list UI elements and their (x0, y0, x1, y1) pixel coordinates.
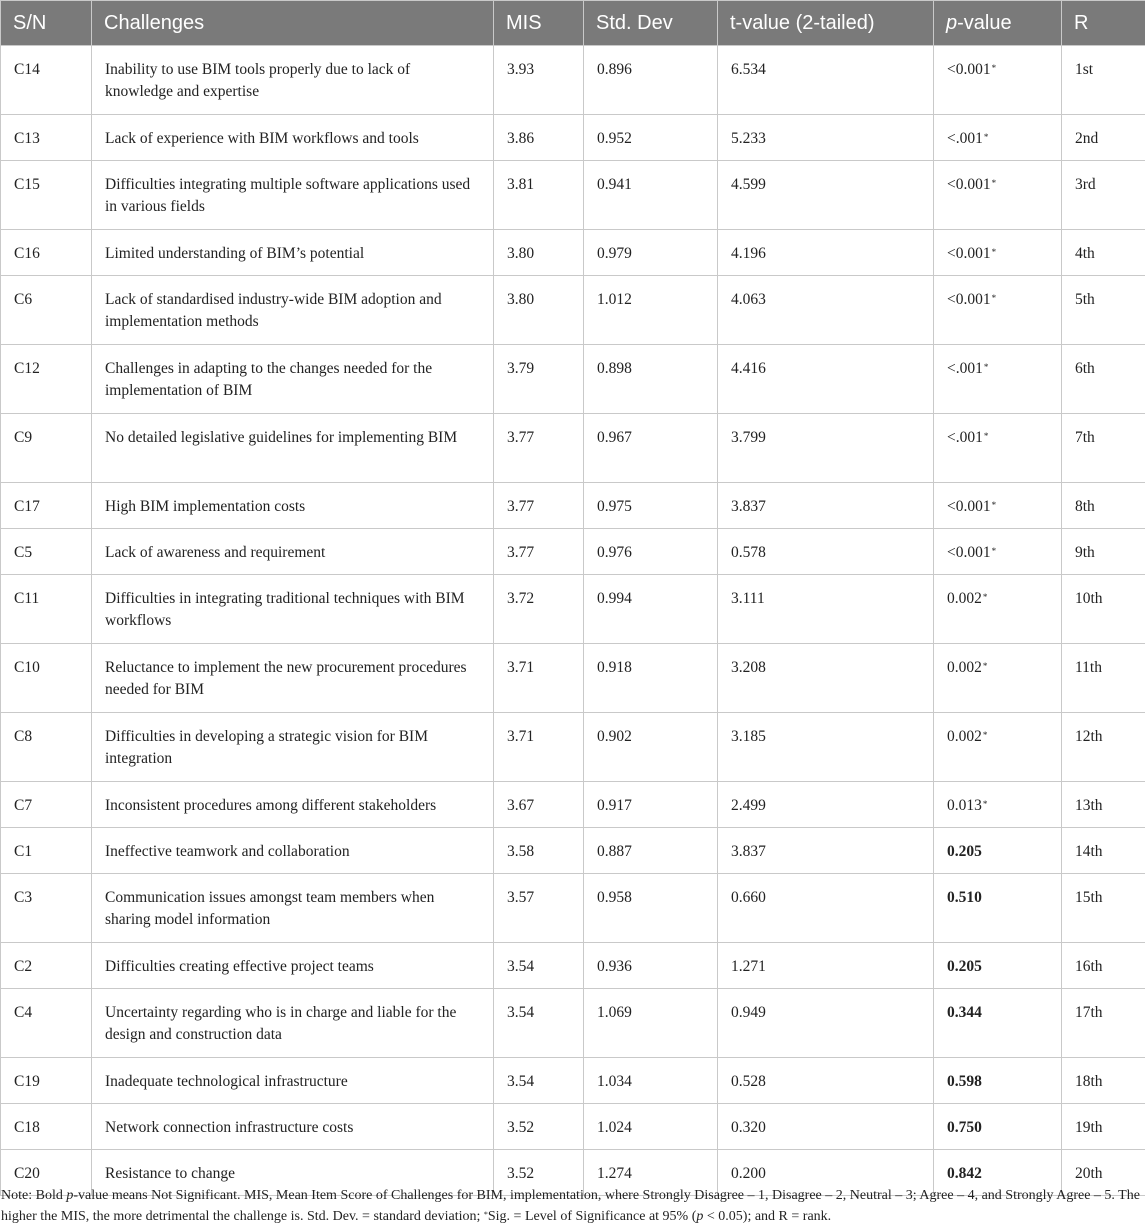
cell-rank: 2nd (1062, 115, 1145, 161)
cell-sn: C17 (1, 483, 92, 529)
cell-sn: C11 (1, 575, 92, 644)
cell-rank: 16th (1062, 943, 1145, 989)
table-row (1, 989, 1145, 1058)
cell-mis: 3.80 (494, 230, 584, 276)
cell-sn: C16 (1, 230, 92, 276)
cell-mis: 3.52 (494, 1104, 584, 1150)
cell-sn: C4 (1, 989, 92, 1058)
cell-sn: C2 (1, 943, 92, 989)
cell-challenge: Ineffective teamwork and collaboration (92, 828, 494, 874)
cell-p-value (934, 414, 1062, 483)
cell-rank: 13th (1062, 782, 1145, 828)
cell-sn: C9 (1, 414, 92, 483)
cell-p-value (934, 943, 1062, 989)
cell-rank: 5th (1062, 276, 1145, 345)
cell-t-value: 4.416 (718, 345, 934, 414)
cell-challenge: Communication issues amongst team members when sharing model information (92, 874, 494, 943)
cell-challenge: Difficulties in integrating traditional techniques with BIM workflows (92, 575, 494, 644)
cell-t-value: 0.200 (718, 1150, 934, 1196)
cell-p-value (934, 644, 1062, 713)
cell-challenge: Lack of standardised industry-wide BIM adoption and implementation methods (92, 276, 494, 345)
cell-rank: 9th (1062, 529, 1145, 575)
cell-p-value (934, 874, 1062, 943)
cell-sn: C14 (1, 46, 92, 115)
p-value-text: <0.001 (947, 498, 991, 515)
p-value-text: 0.510 (947, 889, 982, 906)
cell-t-value: 4.599 (718, 161, 934, 230)
significance-marker: * (992, 63, 997, 73)
cell-p-value (934, 1104, 1062, 1150)
cell-sn: C12 (1, 345, 92, 414)
p-value-text: <0.001 (947, 291, 991, 308)
p-value-text: <.001 (947, 360, 983, 377)
p-value-text: 0.750 (947, 1119, 982, 1136)
cell-challenge: Lack of awareness and requirement (92, 529, 494, 575)
p-value-text: <0.001 (947, 544, 991, 561)
cell-challenge: Reluctance to implement the new procurement procedures needed for BIM (92, 644, 494, 713)
significance-marker: * (992, 247, 997, 257)
cell-challenge: Inability to use BIM tools properly due to lack of knowledge and expertise (92, 46, 494, 115)
note-part4: < 0.05); and R = rank. (703, 1209, 831, 1224)
p-value-text: 0.002 (947, 659, 982, 676)
p-value-text: <0.001 (947, 176, 991, 193)
cell-p-value (934, 529, 1062, 575)
cell-sn: C20 (1, 1150, 92, 1196)
cell-mis: 3.77 (494, 483, 584, 529)
table-row (1, 782, 1145, 828)
p-value-text: <.001 (947, 130, 983, 147)
cell-p-value (934, 161, 1062, 230)
p-value-text: <0.001 (947, 61, 991, 78)
note-part2: -value means Not Significant. MIS, Mean Item Score of Challenges for BIM, implementation, where Strongly Disagree – 1, Disagree – 2, Neutral – 3; Agree – 4, and Strongly Agree – 5. The higher the MIS, the more detrimental the challenge is. Std. Dev. = standard deviation; (1, 1188, 1140, 1224)
p-value-text: 0.013 (947, 797, 982, 814)
cell-mis: 3.52 (494, 1150, 584, 1196)
table-row (1, 874, 1145, 943)
cell-challenge: Difficulties creating effective project teams (92, 943, 494, 989)
cell-rank: 14th (1062, 828, 1145, 874)
cell-challenge: Difficulties in developing a strategic vision for BIM integration (92, 713, 494, 782)
cell-mis: 3.79 (494, 345, 584, 414)
table-row (1, 161, 1145, 230)
significance-marker: * (992, 178, 997, 188)
cell-rank: 15th (1062, 874, 1145, 943)
cell-std-dev: 0.952 (584, 115, 718, 161)
significance-marker: * (984, 431, 989, 441)
cell-std-dev: 0.975 (584, 483, 718, 529)
cell-mis: 3.67 (494, 782, 584, 828)
cell-sn: C3 (1, 874, 92, 943)
cell-rank: 11th (1062, 644, 1145, 713)
cell-rank: 12th (1062, 713, 1145, 782)
cell-challenge: Resistance to change (92, 1150, 494, 1196)
table-row (1, 345, 1145, 414)
cell-mis: 3.86 (494, 115, 584, 161)
table-row (1, 483, 1145, 529)
note-p-italic-2: p (696, 1209, 703, 1224)
significance-marker: * (992, 293, 997, 303)
cell-challenge: Difficulties integrating multiple software applications used in various fields (92, 161, 494, 230)
note-part1: Note: Bold (1, 1188, 66, 1203)
cell-t-value: 0.320 (718, 1104, 934, 1150)
significance-marker: * (984, 132, 989, 142)
cell-mis: 3.54 (494, 1058, 584, 1104)
note-part3: Sig. = Level of Significance at 95% ( (488, 1209, 697, 1224)
cell-std-dev: 0.958 (584, 874, 718, 943)
header-challenges: Challenges (92, 1, 494, 46)
cell-t-value: 3.799 (718, 414, 934, 483)
p-value-text: 0.002 (947, 728, 982, 745)
cell-challenge: No detailed legislative guidelines for implementing BIM (92, 414, 494, 483)
p-value-text: 0.205 (947, 843, 982, 860)
table-row (1, 943, 1145, 989)
cell-sn: C19 (1, 1058, 92, 1104)
cell-t-value: 0.578 (718, 529, 934, 575)
p-value-text: 0.002 (947, 590, 982, 607)
table-row (1, 529, 1145, 575)
cell-std-dev: 0.936 (584, 943, 718, 989)
significance-marker: * (984, 362, 989, 372)
cell-std-dev: 1.012 (584, 276, 718, 345)
p-value-text: 0.205 (947, 958, 982, 975)
cell-rank: 6th (1062, 345, 1145, 414)
cell-rank: 20th (1062, 1150, 1145, 1196)
cell-t-value: 0.660 (718, 874, 934, 943)
cell-std-dev: 1.069 (584, 989, 718, 1058)
cell-t-value: 3.208 (718, 644, 934, 713)
cell-std-dev: 1.274 (584, 1150, 718, 1196)
significance-marker: * (983, 661, 988, 671)
cell-sn: C10 (1, 644, 92, 713)
cell-p-value (934, 1058, 1062, 1104)
cell-t-value: 3.111 (718, 575, 934, 644)
cell-mis: 3.81 (494, 161, 584, 230)
cell-mis: 3.72 (494, 575, 584, 644)
cell-rank: 19th (1062, 1104, 1145, 1150)
table-row (1, 644, 1145, 713)
cell-mis: 3.58 (494, 828, 584, 874)
cell-sn: C7 (1, 782, 92, 828)
significance-marker: * (983, 592, 988, 602)
cell-t-value: 4.063 (718, 276, 934, 345)
cell-p-value (934, 230, 1062, 276)
header-p-value (934, 1, 1062, 46)
note-star: * (484, 1210, 488, 1219)
cell-p-value (934, 575, 1062, 644)
cell-t-value: 2.499 (718, 782, 934, 828)
table-row (1, 115, 1145, 161)
cell-std-dev: 0.896 (584, 46, 718, 115)
table-row (1, 1104, 1145, 1150)
cell-t-value: 3.185 (718, 713, 934, 782)
significance-marker: * (983, 799, 988, 809)
header-p-italic: p (946, 12, 957, 34)
cell-t-value: 5.233 (718, 115, 934, 161)
header-t-value: t-value (2-tailed) (718, 1, 934, 46)
cell-sn: C15 (1, 161, 92, 230)
p-value-text: 0.598 (947, 1073, 982, 1090)
cell-p-value (934, 782, 1062, 828)
cell-mis: 3.71 (494, 713, 584, 782)
table-row (1, 1058, 1145, 1104)
table-row (1, 414, 1145, 483)
note-p-italic: p (66, 1188, 73, 1203)
header-sn: S/N (1, 1, 92, 46)
cell-std-dev: 0.918 (584, 644, 718, 713)
cell-p-value (934, 713, 1062, 782)
p-value-text: 0.842 (947, 1165, 982, 1182)
header-p-suffix: -value (957, 12, 1011, 34)
cell-p-value (934, 46, 1062, 115)
cell-challenge: Challenges in adapting to the changes needed for the implementation of BIM (92, 345, 494, 414)
cell-sn: C1 (1, 828, 92, 874)
cell-challenge: Limited understanding of BIM’s potential (92, 230, 494, 276)
table-row (1, 276, 1145, 345)
cell-t-value: 0.528 (718, 1058, 934, 1104)
cell-t-value: 3.837 (718, 828, 934, 874)
header-std-dev: Std. Dev (584, 1, 718, 46)
header-rank: R (1062, 1, 1145, 46)
cell-t-value: 4.196 (718, 230, 934, 276)
cell-std-dev: 0.887 (584, 828, 718, 874)
cell-mis: 3.54 (494, 943, 584, 989)
cell-challenge: Inconsistent procedures among different stakeholders (92, 782, 494, 828)
cell-sn: C6 (1, 276, 92, 345)
cell-p-value (934, 345, 1062, 414)
cell-mis: 3.54 (494, 989, 584, 1058)
cell-std-dev: 0.979 (584, 230, 718, 276)
cell-sn: C8 (1, 713, 92, 782)
cell-mis: 3.77 (494, 529, 584, 575)
cell-mis: 3.77 (494, 414, 584, 483)
cell-rank: 18th (1062, 1058, 1145, 1104)
cell-std-dev: 0.898 (584, 345, 718, 414)
cell-rank: 3rd (1062, 161, 1145, 230)
cell-p-value (934, 483, 1062, 529)
table-row (1, 230, 1145, 276)
cell-p-value (934, 828, 1062, 874)
cell-std-dev: 0.941 (584, 161, 718, 230)
cell-std-dev: 0.976 (584, 529, 718, 575)
cell-std-dev: 0.994 (584, 575, 718, 644)
table-note (1, 1185, 1143, 1227)
cell-p-value (934, 989, 1062, 1058)
cell-challenge: Inadequate technological infrastructure (92, 1058, 494, 1104)
cell-rank: 1st (1062, 46, 1145, 115)
cell-t-value: 3.837 (718, 483, 934, 529)
cell-std-dev: 1.024 (584, 1104, 718, 1150)
table-row (1, 713, 1145, 782)
cell-std-dev: 1.034 (584, 1058, 718, 1104)
cell-sn: C13 (1, 115, 92, 161)
table-row (1, 46, 1145, 115)
table-row (1, 828, 1145, 874)
cell-std-dev: 0.917 (584, 782, 718, 828)
p-value-text: <0.001 (947, 245, 991, 262)
cell-rank: 4th (1062, 230, 1145, 276)
header-row (1, 1, 1145, 46)
significance-marker: * (983, 730, 988, 740)
cell-challenge: High BIM implementation costs (92, 483, 494, 529)
cell-mis: 3.57 (494, 874, 584, 943)
cell-t-value: 1.271 (718, 943, 934, 989)
header-mis: MIS (494, 1, 584, 46)
significance-marker: * (992, 546, 997, 556)
cell-t-value: 0.949 (718, 989, 934, 1058)
cell-challenge: Uncertainty regarding who is in charge and liable for the design and construction data (92, 989, 494, 1058)
cell-sn: C5 (1, 529, 92, 575)
cell-rank: 10th (1062, 575, 1145, 644)
cell-p-value (934, 115, 1062, 161)
cell-rank: 17th (1062, 989, 1145, 1058)
cell-challenge: Network connection infrastructure costs (92, 1104, 494, 1150)
cell-mis: 3.93 (494, 46, 584, 115)
cell-rank: 7th (1062, 414, 1145, 483)
table-row (1, 575, 1145, 644)
significance-marker: * (992, 500, 997, 510)
cell-rank: 8th (1062, 483, 1145, 529)
cell-std-dev: 0.967 (584, 414, 718, 483)
p-value-text: 0.344 (947, 1004, 982, 1021)
cell-challenge: Lack of experience with BIM workflows and tools (92, 115, 494, 161)
cell-std-dev: 0.902 (584, 713, 718, 782)
cell-mis: 3.80 (494, 276, 584, 345)
cell-sn: C18 (1, 1104, 92, 1150)
cell-mis: 3.71 (494, 644, 584, 713)
cell-t-value: 6.534 (718, 46, 934, 115)
p-value-text: <.001 (947, 429, 983, 446)
cell-p-value (934, 276, 1062, 345)
